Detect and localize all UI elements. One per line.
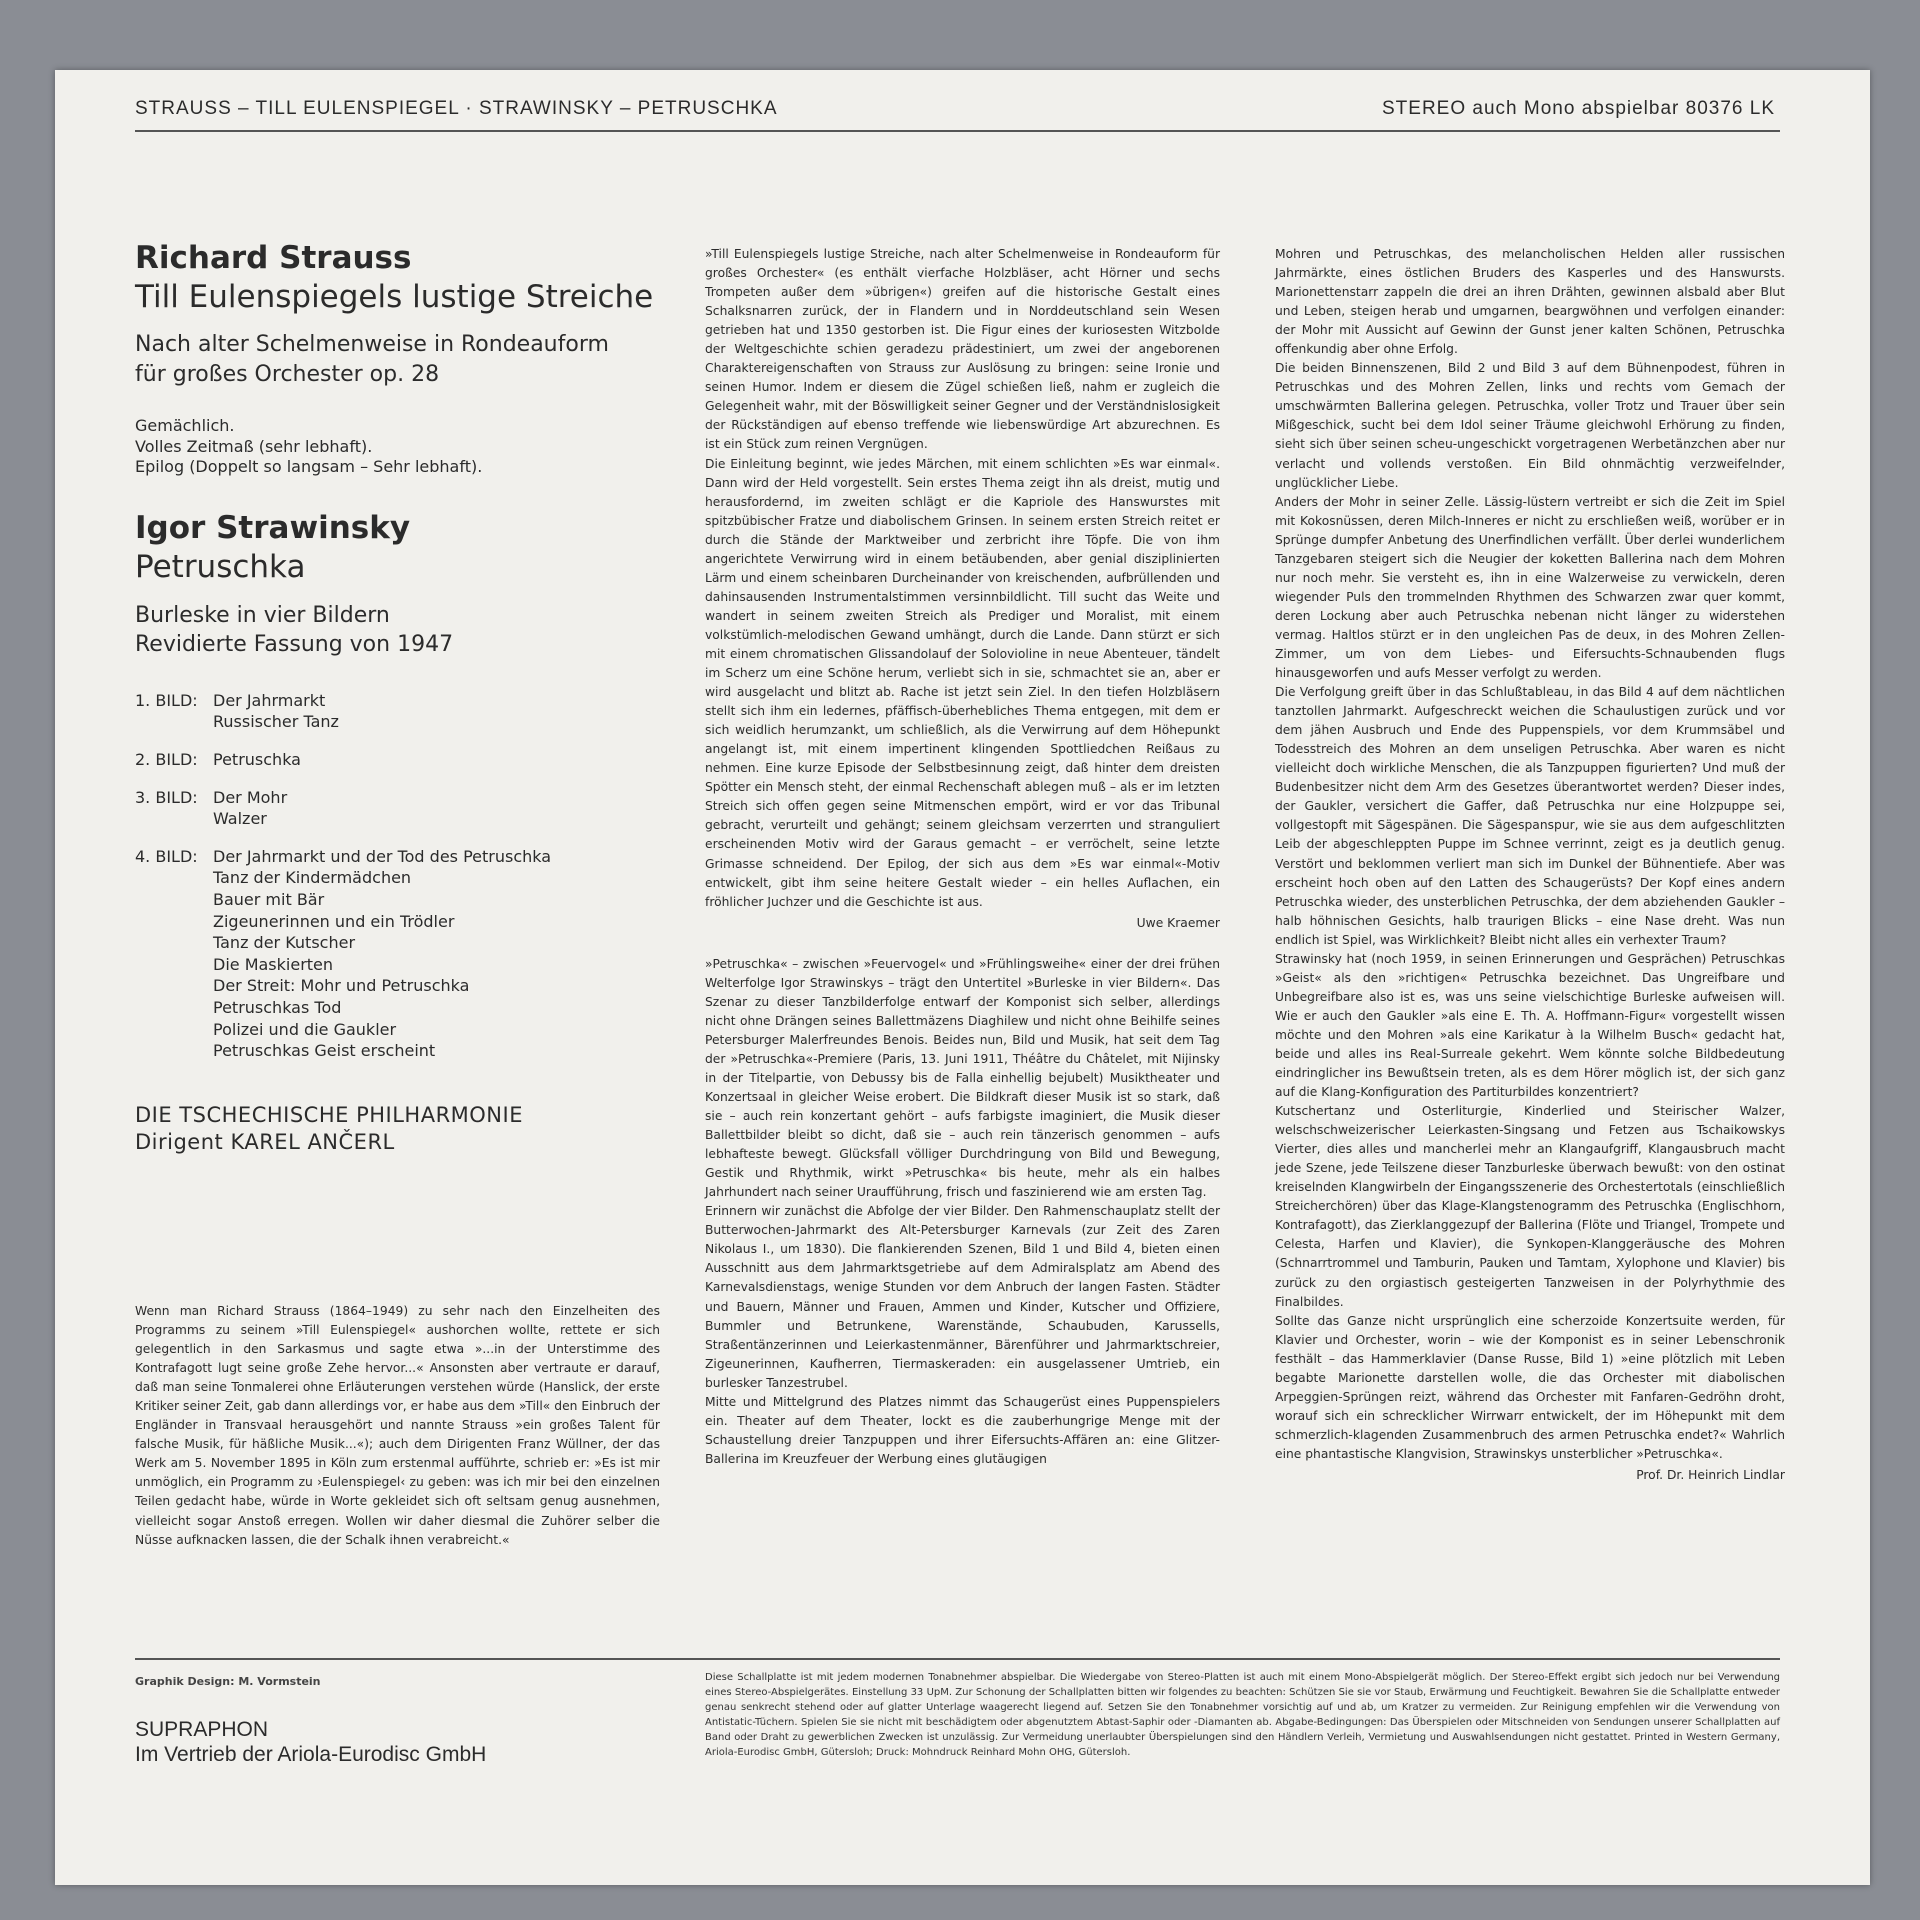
tableau-label: 1. BILD: (135, 690, 198, 710)
tableau-label: 4. BILD: (135, 846, 198, 866)
record-label (135, 1717, 486, 1767)
header-rule (135, 130, 1780, 132)
tableau-item: Tanz der Kindermädchen (213, 868, 412, 888)
conductor-name: Dirigent KAREL ANČERL (135, 1130, 395, 1155)
paragraph: Anders der Mohr in seiner Zelle. Lässig-lüstern vertreibt er sich die Zeit im Spiel mit Kokosnüssen, deren Milch-Inneres er nicht zu erschließen weiß, worüber er in Sprünge dumpfer Anbetung des Unerfindlichen verfällt. Über derlei wunderlichem Tanzgebaren steigert sich die Neugier der koketten Ballerina nach dem Mohren nur noch mehr. Sie versteht es, ihn in eine Walzerweise zu verwickeln, deren wiegender Puls den trommelnden Rhythmen des Schwarzen zwar quer kommt, deren Lockung aber auch Petruschka nebenan nicht länger zu widerstehen vermag. Haltlos stürzt er in den ungleichen Pas de deux, in des Mohren Zellen-Zimmer, um von dem Liebes- und Eifersuchts-Schnaubenden flugs hinausgeworfen und aufs Messer verfolgt zu werden. (1275, 494, 1785, 681)
tempo-list (135, 416, 660, 478)
header-title: STRAUSS – TILL EULENSPIEGEL · STRAWINSKY – PETRUSCHKA (135, 98, 778, 119)
composer-strauss: Richard Strauss (135, 240, 412, 276)
tempo-item: Volles Zeitmaß (sehr lebhaft). (135, 436, 373, 456)
paragraph: Die Einleitung beginnt, wie jedes Märchen, mit einem schlichten »Es war einmal«. Dann wird der Held vorgestellt. Sein erstes Thema zeigt ihn als dreist, mutig und herausfordernd, im zweiten schlägt er die Kapriole des Hanswurstes mit spitzbübischer Fratze und diabolischem Grinsen. In seinem ersten Streich reitet er durch die Stände der Marktweiber und zerbricht ihre Töpfe. Die von ihm angerichtete Verwirrung wird in einem betäubenden, aber genial disziplinierten Lärm und einem scheinbaren Durcheinander von kreischenden, aufbrüllenden und dahinsausenden Instrumentalstimmen versinnbildlicht. Till sucht das Weite und wandert in seinem zweiten Streich als Prediger und Moralist, mit einem volkstümlich-melodischen Gewand umhängt, durch die Lande. Dann stürzt er sich mit einem chromatischen Glissandolauf der Solovioline in neue Abenteuer, tändelt im Scherz um eine Schöne herum, verliebt sich in sie, schmachtet sie an, aber er wird ausgelacht und blitzt ab. Rache ist jetzt sein Ziel. In den tiefen Holzbläsern stellt sich ihm ein ledernes, pfäffisch-überhebliches Thema entgegen, mit dem er sich weidlich herumzankt, um schließlich, als die Verwirrung auf dem Höhepunkt angelangt ist, mit einem impertinent klingenden Spottliedchen Reißaus zu nehmen. Eine kurze Episode der Selbstbesinnung zeigt, daß hinter dem dreisten Spötter ein Mensch steht, der einmal Rechenschaft ablegen muß – als er im letzten Streich sich offen gegen seine Mitmenschen empört, wird er vor das Tribunal gebracht, verurteilt und gehängt; seinem gleichsam verzerrten und stranguliert erscheinenden Motiv wird der Garaus gemacht – er verröchelt, seine letzte Grimasse schneidend. Der Epilog, der sich aus dem »Es war einmal«-Motiv entwickelt, gibt ihm seine heitere Gestalt wieder – ein helles Auflachen, ein fröhlicher Juchzer und die Geschichte ist aus. (705, 456, 1220, 909)
tableau-label: 3. BILD: (135, 787, 198, 807)
tableau-item: Petruschkas Geist erscheint (213, 1041, 436, 1061)
tempo-item: Gemächlich. (135, 415, 235, 435)
record-back-cover (55, 70, 1870, 1885)
footer-rule (135, 1658, 1780, 1660)
paragraph: Die beiden Binnenszenen, Bild 2 und Bild 3 auf dem Bühnenpodest, führen in Petruschkas und des Mohren Zellen, links und rechts vom Gemach der umschwärmten Ballerina gelegen. Petruschka, voller Trotz und Trauer über sein Mißgeschick, sucht bei dem Idol seiner Träume gleichwohl Erhörung zu finden, sieht sich über seinen scheu-ungeschickt vorgetragenen Werbetänzchen aber nur verlacht und vollends verstoßen. Ein Bild ohnmächtig verzweifelnder, unglücklicher Liebe. (1275, 361, 1785, 490)
tableau-list (135, 690, 660, 1062)
paragraph: Kutschertanz und Osterliturgie, Kinderlied und Steirischer Walzer, welschschweizerischer Leierkasten-Singsang und Fetzen aus Tschaikowskys Vierter, dies alles und mancherlei mehr an Klangaufgriff, Klangausbruch macht jede Szene, jede Teilszene dieser Tanzburleske überwach bewußt: von den ostinat kreiselnden Klangwirbeln der Eingangsszenerie des Orchestertotals (einschließlich Streicherchören) über das Klage-Klangstenogramm des Petruschka (Englischhorn, Kontrafagott), das Zierklanggezupf der Ballerina (Flöte und Triangel, Trompete und Celesta, Harfen und Klavier), die Synkopen-Klanggeräusche des Mohren (Schnarrtrommel und Tamburin, Pauken und Tamtam, Xylophone und Klavier) bis zurück zu den orgiastisch gesteigerten Tanzweisen in der Polyrhythmie des Finalbildes. (1275, 1104, 1785, 1309)
liner-notes-right (1275, 245, 1785, 1485)
performers (135, 1102, 660, 1157)
distributor: Im Vertrieb der Ariola-Eurodisc GmbH (135, 1743, 487, 1767)
strauss-anecdote: Wenn man Richard Strauss (1864–1949) zu sehr nach den Einzelheiten des Programms zu seinem »Till Eulenspiegel« aushorchen wollte, rettete er sich gelegentlich in den Sarkasmus und sagte etwa »...in der Unterstimme des Kontrafagott lugt seine große Zehe hervor...« Ansonsten aber vertraute er darauf, daß man seine Tonmalerei ohne Erläuterungen verstehen würde (Hanslick, der erste Kritiker seiner Zeit, gab dann allerdings vor, er habe aus dem »Till« den Einbruch der Engländer in Transvaal herausgehört und nannte Strauss »ein großes Talent für falsche Musik, für häßliche Musik...«); auch dem Dirigenten Franz Wüllner, der das Werk am 5. November 1895 in Köln zum erstenmal aufführte, schrieb er: »Es ist mir unmöglich, ein Programm zu ›Eulenspiegel‹ zu geben: was ich mir bei den einzelnen Teilen gedacht habe, würde in Worte gekleidet sich oft seltsam genug ausnehmen, vielleicht sogar Anstoß erregen. Wollen wir daher diesmal die Zuhörer selber die Nüsse aufknacken lassen, die der Schalk ihnen verabreicht.« (135, 1304, 660, 1547)
work-title-petruschka: Petruschka (135, 549, 306, 586)
subtitle-line: Burleske in vier Bildern (135, 602, 390, 628)
tableau-item: Tanz der Kutscher (213, 933, 356, 953)
subtitle-line: Revidierte Fassung von 1947 (135, 632, 454, 658)
paragraph: »Till Eulenspiegels lustige Streiche, nach alter Schelmenweise in Rondeauform für großes Orchester« (es enthält vierfache Holzbläser, acht Hörner und sechs Trompeten außer dem »übrigen«) greifen auf die historische Gestalt eines Schalksnarren zurück, der in Flandern und in Norddeutschland sein Wesen getrieben hat und 1350 gestorben ist. Die Figur eines der kuriosesten Witzbolde der Weltgeschichte schien geradezu prädestiniert, um zwei der angeborenen Charaktereigenschaften von Strauss zur Auslösung zu bringen: seine Ironie und seinen Humor. Indem er diesem die Zügel schießen ließ, nahm er zugleich die Gelegenheit wahr, mit der Böswilligkeit seiner Gegner und der Verständnislosigkeit der Rückständigen auf ebenso treffende wie liebenswürdige Art abzurechnen. Es ist ein Stück zum reinen Vergnügen. (705, 247, 1220, 452)
author-signature: Uwe Kraemer (1136, 915, 1220, 930)
header-bar (135, 98, 1775, 120)
tableau-item: Der Mohr (213, 787, 288, 807)
tableau-item: Bauer mit Bär (213, 890, 325, 910)
program-column (135, 240, 660, 1156)
tableau-item: Petruschka (213, 750, 301, 770)
tableau-1 (135, 690, 660, 733)
work-subtitle-petruschka (135, 601, 660, 660)
tableau-item: Die Maskierten (213, 954, 334, 974)
orchestra-name: DIE TSCHECHISCHE PHILHARMONIE (135, 1102, 523, 1127)
tableau-item: Polizei und die Gaukler (213, 1019, 397, 1039)
tableau-item: Der Streit: Mohr und Petruschka (213, 976, 470, 996)
tableau-item: Walzer (213, 809, 267, 829)
tableau-3 (135, 787, 660, 830)
label-name: SUPRAPHON (135, 1718, 269, 1741)
tableau-item: Zigeunerinnen und ein Trödler (213, 911, 455, 931)
handling-notice: Diese Schallplatte ist mit jedem modernen Tonabnehmer abspielbar. Die Wiedergabe von Stereo-Platten ist auch mit einem Mono-Abspielgerät möglich. Der Stereo-Effekt ergibt sich jedoch nur bei Verwendung eines Stereo-Abspielgerätes. Einstellung 33 UpM. Zur Schonung der Schallplatten bitten wir folgendes zu beachten: Schützen Sie sie vor Staub, Erwärmung und Feuchtigkeit. Bewahren Sie die Schallplatte entweder genau senkrecht stehend oder auf glatter Unterlage waagerecht liegend auf. Setzen Sie den Tonabnehmer vorsichtig auf und ab, um Kratzer zu vermeiden. Zur Reinigung empfehlen wir die Verwendung von Antistatic-Tüchern. Spielen Sie sie nicht mit beschädigtem oder abgenutztem Abtast-Saphir oder -Diamanten ab. Abgabe-Bedingungen: Das Überspielen oder Mitschneiden von Sendungen unserer Schallplatten auf Band oder Draht zu gewerblichen Zwecken ist unzulässig. Zur Vermeidung unerlaubter Überspielungen sind den Händlern Verleih, Vermietung und Auswahlsendungen nicht gestattet. Printed in Western Germany, Ariola-Eurodisc GmbH, Gütersloh; Druck: Mohndruck Reinhard Mohn OHG, Gütersloh. (705, 1672, 1780, 1758)
author-signature: Prof. Dr. Heinrich Lindlar (1636, 1468, 1785, 1482)
paragraph: Strawinsky hat (noch 1959, in seinen Erinnerungen und Gesprächen) Petruschkas »Geist« als den »richtigen« Petruschka bezeichnet. Das Ungreifbare und Unbegreifbare also ist es, was uns seine vielschichtige Burleske aufweisen will. Wie er auch den Gaukler »als eine E. Th. A. Hoffmann-Figur« vorgestellt wissen möchte und den Mohren »als eine Karikatur à la Wilhelm Busch« gedacht hat, beide und alles ins Real-Surreale gekehrt. Wem könnte solche Bildbedeutung eindringlicher ins Bewußtsein treten, als es dem Hörer möglich ist, der sich ganz auf die Klang-Konfiguration des Partiturbildes konzentriert? (1275, 951, 1785, 1100)
tableau-4 (135, 846, 660, 1062)
work-title-till: Till Eulenspiegels lustige Streiche (135, 279, 654, 316)
liner-notes-middle (705, 245, 1220, 1469)
tableau-2 (135, 749, 660, 771)
paragraph: Mitte und Mittelgrund des Platzes nimmt das Schaugerüst eines Puppenspielers ein. Theater auf dem Theater, lockt es die zauberhungrige Menge mit der Schaustellung dreier Tanzpuppen und ihrer Eifersuchts-Affären an: eine Glitzer-Ballerina im Kreuzfeuer der Werbung eines glutäugigen (705, 1394, 1220, 1466)
work-subtitle-till (135, 330, 660, 389)
tableau-item: Der Jahrmarkt und der Tod des Petruschka (213, 846, 552, 866)
paragraph: Erinnern wir zunächst die Abfolge der vier Bilder. Den Rahmenschauplatz stellt der Butterwochen-Jahrmarkt des Alt-Petersburger Karnevals (zur Zeit des Zaren Nikolaus I., um 1830). Die flankierenden Szenen, Bild 1 und Bild 4, bieten einen Ausschnitt aus dem Jahrmarktsgetriebe auf dem Admiralsplatz am Abend des Karnevalsdienstags, wenige Stunden vor dem Anbruch der langen Fasten. Städter und Bauern, Männer und Frauen, Ammen und Kinder, Kutscher und Offiziere, Bummler und Betrunkene, Warenstände, Schaubuden, Karussells, Straßentänzerinnen und Leierkastenmänner, Bärenführer und Jahrmarktschreier, Zigeunerinnen, Kaufherren, Tiermaskeraden: ein ausgelassener Umtrieb, ein burlesker Tanzestrubel. (705, 1204, 1220, 1390)
subtitle-line: Nach alter Schelmenweise in Rondeauform (135, 332, 609, 358)
tableau-item: Russischer Tanz (213, 712, 339, 732)
tableau-item: Petruschkas Tod (213, 998, 342, 1018)
header-catalog: STEREO auch Mono abspielbar 80376 LK (1382, 98, 1775, 119)
composer-strawinsky: Igor Strawinsky (135, 510, 411, 547)
paragraph: Mohren und Petruschkas, des melancholischen Helden aller russischen Jahrmärkte, eines östlichen Bruders des Kasperles und des Hanswursts. Marionettenstarr zappeln die drei an ihren Drähten, gewinnen alsbald aber Blut und Leben, steigen herab und umgarnen, beargwöhnen und verfolgen einander: der Mohr mit Aussicht auf Gewinn der Gunst jener kalten Schönen, Petruschka offenkundig aber ohne Erfolg. (1275, 247, 1785, 357)
paragraph: Sollte das Ganze nicht ursprünglich eine scherzoide Konzertsuite werden, für Klavier und Orchester, worin – wie der Komponist es in seiner Lebenschronik festhält – das Hammerklavier (Danse Russe, Bild 1) »eine plötzlich mit Leben begabte Marionette darstellen wolle, die das Orchester mit diabolischen Arpeggien-Sprüngen reizt, während das Orchester mit Fanfaren-Gedröhn droht, worauf sich ein schrecklicher Wirrwarr entwickelt, der im Höhepunkt mit dem schmerzlich-klagenden Zusammenbruch des armen Petruschka endet?« Wahrlich eine phantastische Klangvision, Strawinskys unsterblicher »Petruschka«. (1275, 1313, 1785, 1461)
tableau-item: Der Jahrmarkt (213, 690, 326, 710)
tempo-item: Epilog (Doppelt so langsam – Sehr lebhaft). (135, 457, 483, 477)
tableau-label: 2. BILD: (135, 750, 198, 770)
paragraph: Die Verfolgung greift über in das Schlußtableau, in das Bild 4 auf dem nächtlichen tanztollen Jahrmarkt. Aufgeschreckt weichen die Schaulustigen zurück und vor dem jähen Ausbruch und Ende des Puppenspiels, vor dem Krummsäbel und Todesstreich des Mohren an dem unseligen Petruschka. Aber waren es nicht vielleicht doch wirkliche Menschen, die als Tanzpuppen figurierten? Und muß der Budenbesitzer nicht dem Arm des Gesetzes überantwortet werden? Dieser indes, der Gaukler, versichert die Gaffer, daß Petruschka nur eine Holzpuppe sei, vollgestopft mit Sägespänen. Die Sägespanspur, wie sie aus dem aufgeschlitzten Leib der abgeschleppten Puppe im Schnee verrinnt, zeigt es ja deutlich genug. Verstört und beklommen verliert man sich im Dunkel der Bühnentiefe. Aber was erscheint hoch oben auf den Latten des Schaugerüsts? Der Kopf eines andern Petruschka wieder, des unsterblichen Petruschka, der dem abziehenden Gaukler – halb höhnischen Gesichts, halb traurigen Blicks – eine Nase dreht. Was nun endlich ist Spiel, was Wirklichkeit? Bleibt nicht alles ein verhexter Traum? (1275, 685, 1785, 947)
paragraph: »Petruschka« – zwischen »Feuervogel« und »Frühlingsweihe« einer der drei frühen Welterfolge Igor Strawinskys – trägt den Untertitel »Burleske in vier Bildern«. Das Szenar zu dieser Tanzbilderfolge entwarf der Komponist sich selber, allerdings nicht ohne Drängen seines Ballettmäzens Diaghilew und nicht ohne Beihilfe seines Petersburger Malerfreundes Benois. Beides nun, Bild und Musik, hat seit dem Tag der »Petruschka«-Premiere (Paris, 13. Juni 1911, Théâtre du Châtelet, mit Nijinsky in der Titelpartie, von Debussy bis de Falla einhellig bejubelt) Musiktheater und Konzertsaal in gleicher Weise erobert. Die Bildkraft dieser Musik ist so stark, daß sie – auch rein konzertant gehört – aufs farbigste imaginiert, die Musik dieser Ballettbilder bleibt so dicht, daß sie – auch rein tänzerisch genommen – aufs lebhafteste bewegt. Glücksfall völliger Durchdringung von Bild und Bewegung, Gestik und Rhythmik, wirkt »Petruschka« bis heute, mehr als ein halbes Jahrhundert nach seiner Uraufführung, frisch und faszinierend wie am ersten Tag. (705, 956, 1220, 1200)
design-credit: Graphik Design: M. Vormstein (135, 1675, 321, 1688)
subtitle-line: für großes Orchester op. 28 (135, 362, 440, 388)
